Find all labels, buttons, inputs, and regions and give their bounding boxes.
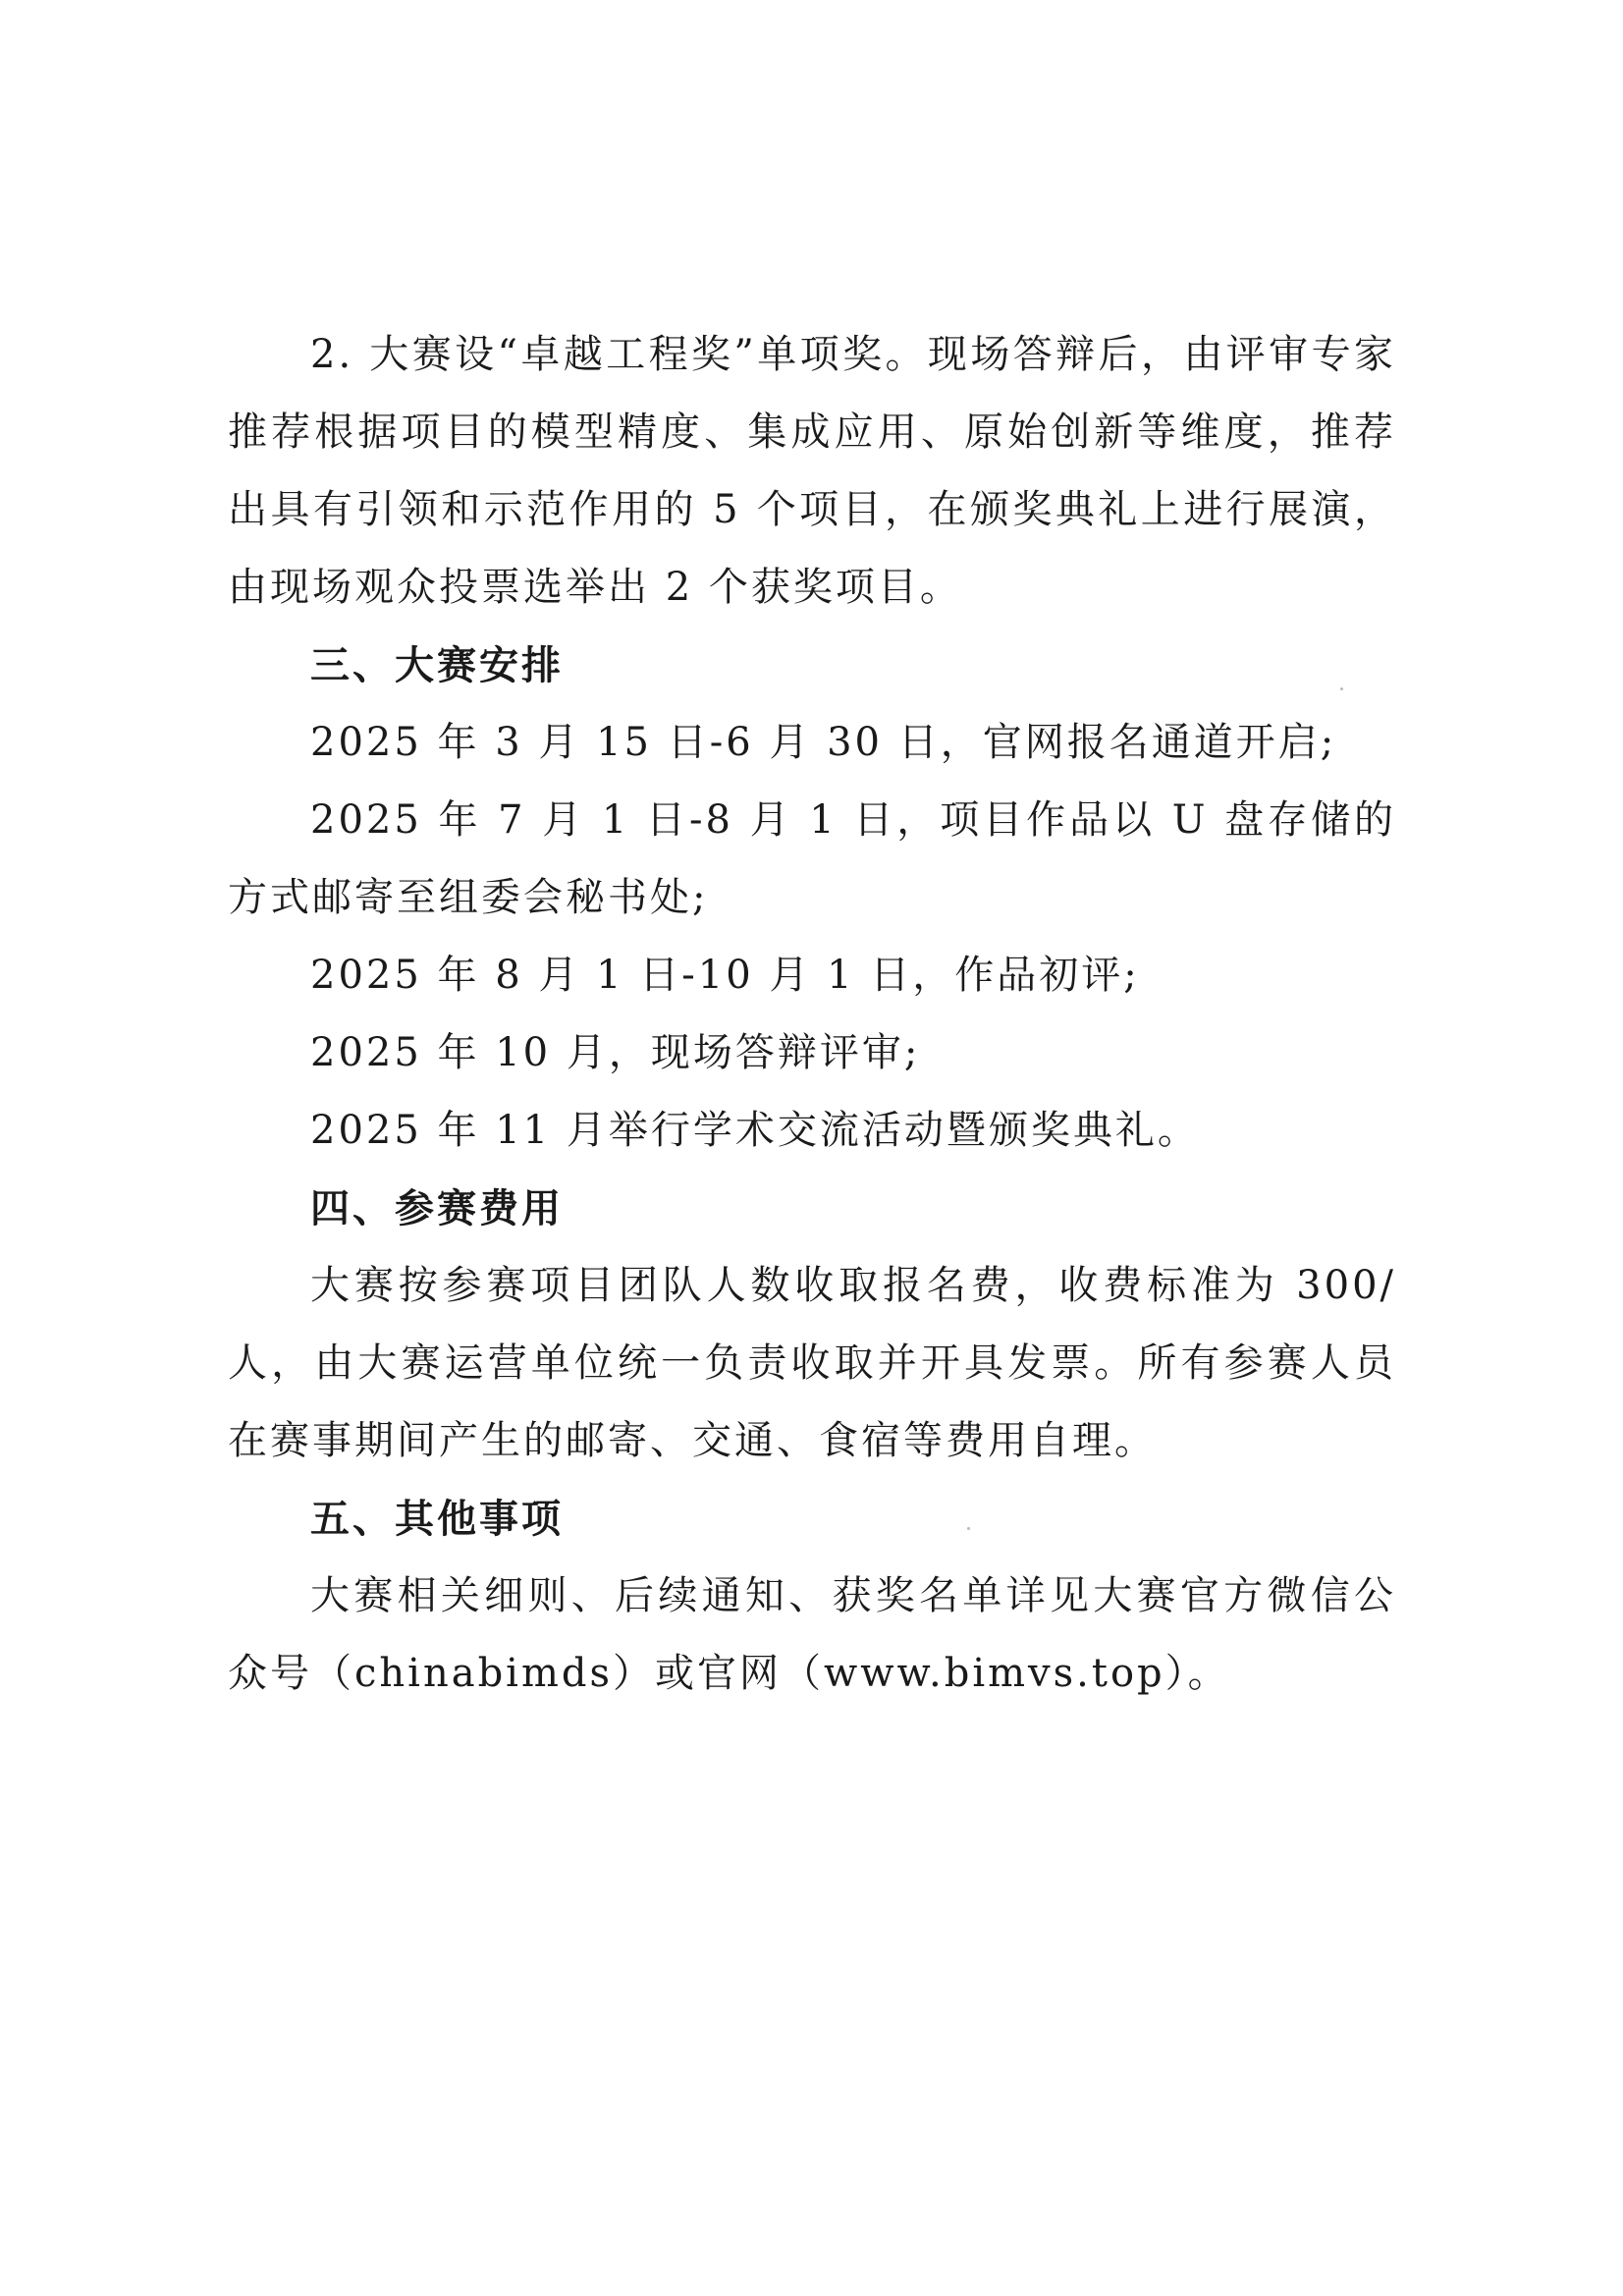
schedule-item-award-ceremony: 2025 年 11 月举行学术交流活动暨颁奖典礼。 xyxy=(310,1108,1200,1153)
document-body xyxy=(228,316,1396,1713)
paragraph-fees: 大赛按参赛项目团队人数收取报名费，收费标准为 300/人，由大赛运营单位统一负责收取并开具发票。所有参赛人员在赛事期间产生的邮寄、交通、食宿等费用自理。 xyxy=(228,1263,1396,1463)
heading-other-matters: 五、其他事项 xyxy=(310,1496,564,1542)
schedule-item-submission: 2025 年 7 月 1 日-8 月 1 日，项目作品以 U 盘存储的方式邮寄至组委会秘书处; xyxy=(228,797,1396,920)
scan-speck xyxy=(1340,687,1343,690)
scan-speck xyxy=(967,1527,970,1530)
schedule-item-preliminary-review: 2025 年 8 月 1 日-10 月 1 日，作品初评; xyxy=(310,953,1140,998)
heading-schedule: 三、大赛安排 xyxy=(310,642,564,688)
paragraph-other-matters: 大赛相关细则、后续通知、获奖名单详见大赛官方微信公众号（chinabimds）或官网（www.bimvs.top）。 xyxy=(228,1573,1396,1696)
schedule-item-registration: 2025 年 3 月 15 日-6 月 30 日，官网报名通道开启; xyxy=(310,720,1337,765)
paragraph-excellence-award: 2. 大赛设“卓越工程奖”单项奖。现场答辩后，由评审专家推荐根据项目的模型精度、集成应用、原始创新等维度，推荐出具有引领和示范作用的 5 个项目，在颁奖典礼上进行展演，由现场观众投票选举出 2 个获奖项目。 xyxy=(228,332,1396,610)
heading-fees: 四、参赛费用 xyxy=(310,1185,564,1231)
schedule-item-defense-review: 2025 年 10 月，现场答辩评审; xyxy=(310,1030,921,1075)
